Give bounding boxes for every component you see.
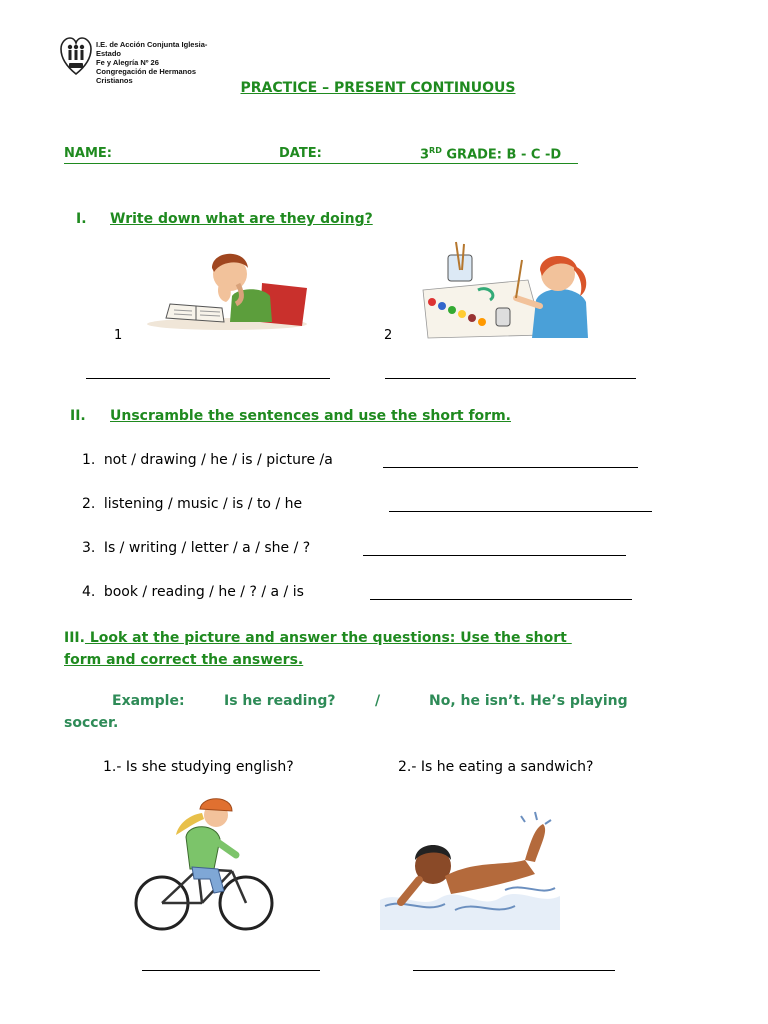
unscramble-item-4 bbox=[82, 584, 304, 600]
unscramble-item-1 bbox=[82, 452, 333, 468]
school-name-line2: Fe y Alegría Nº 26 bbox=[96, 58, 159, 67]
question-2: 2.- Is he eating a sandwich? bbox=[398, 759, 594, 775]
girl-painting-picture bbox=[418, 240, 598, 340]
section1-numeral: I. bbox=[76, 211, 87, 227]
section1-heading: Write down what are they doing? bbox=[110, 211, 373, 227]
answer-line-picture2[interactable] bbox=[385, 378, 636, 379]
boy-reading-picture bbox=[142, 238, 312, 333]
answer-line-picture1[interactable] bbox=[86, 378, 330, 379]
date-label: DATE: bbox=[279, 146, 322, 161]
item-text: not / drawing / he / is / picture /a bbox=[103, 452, 333, 468]
school-logo bbox=[60, 36, 220, 85]
school-name-line3: Congregación de Hermanos Cristianos bbox=[96, 67, 197, 85]
unscramble-item-3 bbox=[82, 540, 310, 556]
grade-label bbox=[420, 146, 561, 162]
answer-line-item-1[interactable] bbox=[383, 467, 638, 468]
answer-line-item-4[interactable] bbox=[370, 599, 632, 600]
example-label: Example: bbox=[112, 693, 185, 709]
item-number: 1. bbox=[82, 452, 96, 468]
boy-swimming-picture bbox=[375, 810, 565, 930]
section3-heading-line2: form and correct the answers. bbox=[64, 652, 304, 668]
grade-superscript: RD bbox=[429, 146, 442, 155]
example-separator: / bbox=[375, 693, 381, 709]
item-text: Is / writing / letter / a / she / ? bbox=[103, 540, 311, 556]
section3-heading-line1: Look at the picture and answer the questions: Use the short bbox=[84, 630, 572, 646]
unscramble-item-2 bbox=[82, 496, 302, 512]
heart-logo-icon bbox=[60, 36, 92, 76]
section2-numeral: II. bbox=[70, 408, 86, 424]
school-name-line1: I.E. de Acción Conjunta Iglesia-Estado bbox=[96, 40, 208, 58]
answer-line-question-2[interactable] bbox=[413, 970, 615, 971]
item-number: 3. bbox=[82, 540, 96, 556]
answer-line-question-1[interactable] bbox=[142, 970, 320, 971]
page-title: PRACTICE – PRESENT CONTINUOUS bbox=[240, 80, 516, 96]
picture2-number: 2 bbox=[384, 328, 393, 343]
item-text: book / reading / he / ? / a / is bbox=[103, 584, 304, 600]
section2-heading: Unscramble the sentences and use the short form. bbox=[110, 408, 511, 424]
grade-text: GRADE: B - C -D bbox=[441, 147, 562, 163]
example-answer: No, he isn’t. He’s playing bbox=[429, 693, 628, 709]
picture1-number: 1 bbox=[114, 328, 123, 343]
name-label: NAME: bbox=[64, 146, 112, 161]
grade-number: 3 bbox=[420, 147, 430, 163]
item-number: 4. bbox=[82, 584, 96, 600]
example-question: Is he reading? bbox=[224, 693, 336, 709]
section3-heading bbox=[64, 627, 664, 671]
girl-cycling-picture bbox=[128, 795, 278, 935]
item-text: listening / music / is / to / he bbox=[103, 496, 303, 512]
answer-line-item-3[interactable] bbox=[363, 555, 626, 556]
section3-numeral: III. bbox=[64, 630, 85, 646]
example-answer-continued: soccer. bbox=[64, 715, 119, 731]
item-number: 2. bbox=[82, 496, 96, 512]
question-1: 1.- Is she studying english? bbox=[103, 759, 294, 775]
info-row bbox=[64, 146, 578, 164]
answer-line-item-2[interactable] bbox=[389, 511, 652, 512]
